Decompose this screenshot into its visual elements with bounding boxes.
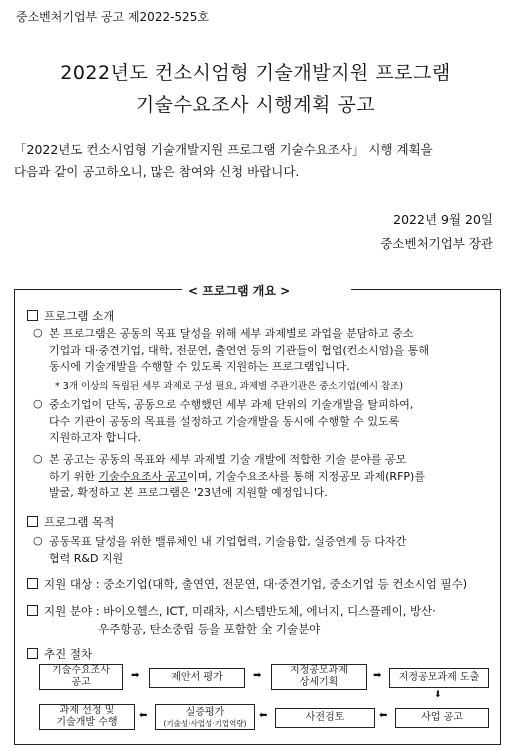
section-process: 추진 절차 <box>27 646 92 662</box>
step-demand-survey: 기술수요조사 공고 <box>39 664 123 690</box>
step-detailed-plan: 지정공모과제 상세기획 <box>271 664 367 690</box>
purpose-bullet: 공동목표 달성을 위한 밸류체인 내 기업협력, 기술융합, 실증연계 등 다자간 협력 R&D 지원 <box>49 535 407 565</box>
intro-bullet-2: 중소기업이 단독, 공동으로 수행했던 세부 과제 단위의 기술개발을 탈피하여, 다수 기관이 공동의 목표를 설정하고 기술개발을 동시에 수행할 수 있도록 지원하고자 합니다. <box>49 398 414 444</box>
arrow-left-icon: ⬅ <box>259 710 268 721</box>
step-proposal-eval: 제안서 평가 <box>149 668 245 688</box>
step-rfp-derivation: 지정공모과제 도출 <box>389 668 489 688</box>
box-title: < 프로그램 개요 > <box>182 282 296 299</box>
announce-date: 2022년 9월 20일 <box>393 212 493 227</box>
checkbox-square-icon <box>27 648 38 659</box>
checkbox-square-icon <box>27 310 38 321</box>
title-line-2: 기술수요조사 시행계획 공고 <box>135 94 376 116</box>
step-field-eval: 실증평가 (기술성·사업성·기업역량) <box>155 704 255 730</box>
lead-line-2: 다음과 같이 공고하오니, 많은 참여와 신청 바랍니다. <box>14 164 300 179</box>
intro-bullet-3: 본 공고는 공동의 목표와 세부 과제별 기술 개발에 적합한 기술 분야를 공모 하기 위한 기술수요조사 공고이며, 기술수요조사를 통해 지정공모 과제(RFP)를 발굴, 확정하고 본 프로그램은 '23년에 지원할 예정입니다. <box>49 453 425 499</box>
arrow-left-icon: ⬅ <box>379 710 388 721</box>
arrow-right-icon: ➡ <box>373 670 382 681</box>
arrow-down-icon: ⬇ <box>434 690 442 700</box>
circle-bullet-icon: ○ <box>33 452 43 465</box>
circle-bullet-icon: ○ <box>33 534 43 547</box>
step-program-announce: 사업 공고 <box>395 708 489 728</box>
step-selection: 과제 선정 및 기술개발 수행 <box>39 704 135 730</box>
circle-bullet-icon: ○ <box>33 326 43 339</box>
intro-bullet-1: 본 프로그램은 공동의 목표 달성을 위해 세부 과제별로 과업을 분담하고 중소 기업과 대·중견기업, 대학, 전문연, 출연연 등의 기관들이 협업(컨소시엄)을 통해 동시에 기술개발을 수행할 수 있도록 지원하는 프로그램입니다. <box>49 327 429 373</box>
checkbox-square-icon <box>27 578 38 589</box>
program-overview-box <box>14 284 501 745</box>
section-target: 지원 대상 : 중소기업(대학, 출연연, 전문연, 대·중견기업, 중소기업 등 컨소시엄 필수) <box>27 576 467 592</box>
section-field: 지원 분야 : 바이오헬스, ICT, 미래차, 시스템반도체, 에너지, 디스플레이, 방산· <box>27 603 436 619</box>
section-intro: 프로그램 소개 <box>27 308 114 324</box>
checkbox-square-icon <box>27 516 38 527</box>
notice-number: 중소벤처기업부 공고 제2022-525호 <box>16 10 209 24</box>
lead-line-1: 「2022년도 컨소시엄형 기술개발지원 프로그램 기술수요조사」 시행 계획을 <box>14 142 433 157</box>
arrow-right-icon: ➡ <box>253 670 262 681</box>
section-purpose: 프로그램 목적 <box>27 514 114 530</box>
step-pre-review: 사전검토 <box>275 708 375 728</box>
intro-note: * 3개 이상의 독립된 세부 과제로 구성 필요, 과제별 주관기관은 중소기업(예시 참조) <box>55 381 404 392</box>
circle-bullet-icon: ○ <box>33 397 43 410</box>
title-line-1: 2022년도 컨소시엄형 기술개발지원 프로그램 <box>60 62 451 84</box>
minister-signature: 중소벤처기업부 장관 <box>380 236 493 251</box>
arrow-right-icon: ➡ <box>131 670 140 681</box>
checkbox-square-icon <box>27 605 38 616</box>
arrow-left-icon: ⬅ <box>139 710 148 721</box>
section-field-cont: 우주항공, 탄소중립 등을 포함한 全 기술분야 <box>98 622 321 636</box>
